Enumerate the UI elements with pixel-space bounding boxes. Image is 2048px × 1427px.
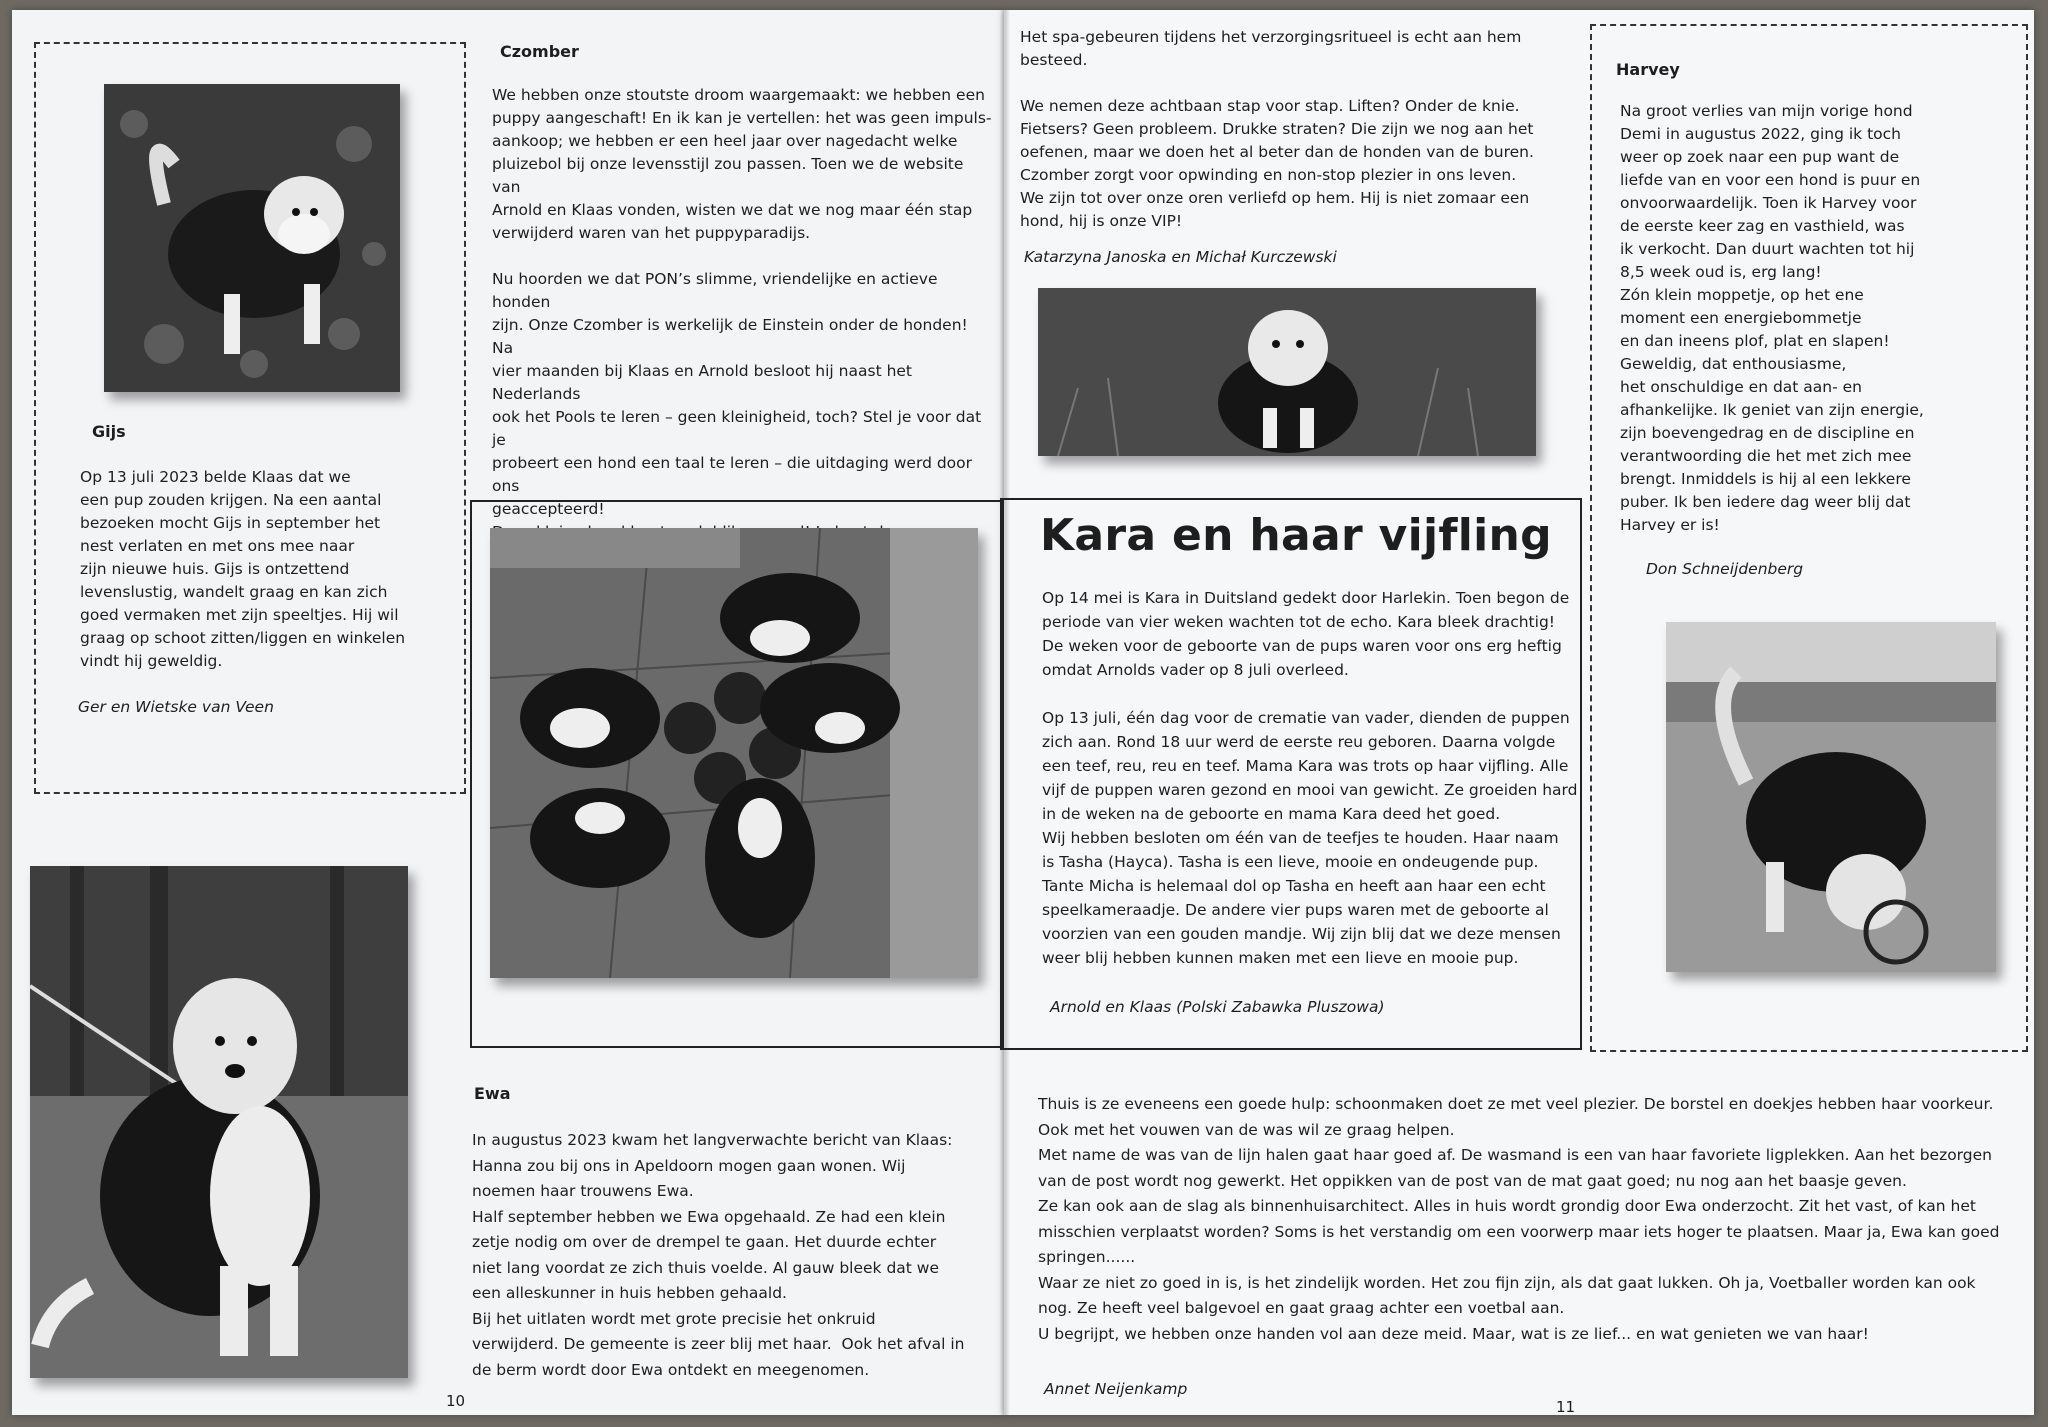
- dog-sitting-on-lawn-image: [30, 866, 408, 1378]
- czomber-continued-text: Het spa-gebeuren tijdens het verzorgingsritueel is echt aan hem besteed. We nemen deze achtbaan stap voor stap. Liften? Onder de knie. Fietsers? Geen probleem. Drukke straten? Die zijn we nog aan het oefenen, maar we doen het al beter dan de honden van de buren. Czomber zorgt voor opwinding en non-stop plezier in ons leven. We zijn tot over onze oren verliefd op hem. Hij is niet zomaar een hond, hij is onze VIP!: [1020, 28, 1534, 230]
- ewa-title: Ewa: [474, 1084, 511, 1103]
- kara-text: Op 14 mei is Kara in Duitsland gedekt door Harlekin. Toen begon de periode van vier weken wachten tot de echo. Kara bleek drachtig! De weken voor de geboorte van de pups waren voor ons erg heftig omdat Arnolds vader op 8 juli overleed. Op 13 juli, één dag voor de crematie van vader, dienden de puppen zich aan. Rond 18 uur werd de eerste reu geboren. Daarna volgde een teef, reu, reu en teef. Mama Kara was trots op haar vijfling. Alle vijf de puppen waren gezond en mooi van gewicht. Ze groeiden hard in de weken na de geboorte en mama Kara deed het goed. Wij hebben besloten om één van de teefjes te houden. Haar naam is Tasha (Hayca). Tasha is een lieve, mooie en ondeugende pup. Tante Micha is helemaal dol op Tasha en heeft aan haar een echt speelkameraadje. De andere vier pups waren met de geboorte al voorzien van een gouden mandje. Wij zijn blij dat we deze mensen weer blij hebben kunnen maken met een lieve en mooie pup.: [1042, 589, 1578, 967]
- page-number-left: 10: [446, 1392, 466, 1410]
- gijs-photo: [104, 84, 400, 392]
- ewa-photo: [30, 866, 408, 1378]
- czomber-signature: Katarzyna Janoska en Michał Kurczewski: [1024, 248, 1337, 266]
- gijs-signature: Ger en Wietske van Veen: [78, 698, 274, 716]
- dog-on-beach-image: [1666, 622, 1996, 972]
- kara-title: Kara en haar vijfling: [1040, 510, 1552, 561]
- page-number-right: 11: [1556, 1398, 1576, 1416]
- czomber-photo: [1038, 288, 1536, 456]
- puppies-photo: [490, 528, 978, 978]
- harvey-title: Harvey: [1616, 60, 1680, 79]
- five-puppies-eating-image: [490, 528, 978, 978]
- gijs-title: Gijs: [92, 422, 126, 441]
- harvey-photo: [1666, 622, 1996, 972]
- kara-signature: Arnold en Klaas (Polski Zabawka Pluszowa): [1050, 998, 1385, 1016]
- harvey-text: Na groot verlies van mijn vorige hond Demi in augustus 2022, ging ik toch weer op zoek naar een pup want de liefde van en voor een hond is puur en onvoorwaardelijk. Toen ik Harvey voor de eerste keer zag en vasthield, was ik verkocht. Dan duurt wachten tot hij 8,5 week oud is, erg lang! Zón klein moppetje, op het ene moment een energiebommetje en dan ineens plof, plat en slapen! Geweldig, dat enthousiasme, het onschuldige en dat aan- en afhankelijke. Ik geniet van zijn energie, zijn boevengedrag en de discipline en verantwoording die het met zich mee brengt. Inmiddels is hij al een lekkere puber. Ik ben iedere dag weer blij dat Harvey er is!: [1620, 102, 1924, 534]
- ewa-signature: Annet Neijenkamp: [1044, 1380, 1188, 1398]
- ewa-text: In augustus 2023 kwam het langverwachte bericht van Klaas: Hanna zou bij ons in Apeldoorn mogen gaan wonen. Wij noemen haar trouwens Ewa. Half september hebben we Ewa opgehaald. Ze had een klein zetje nodig om over de drempel te gaan. Het duurde echter niet lang voordat ze zich thuis voelde. Al gauw bleek dat we een alleskunner in huis hebben gehaald. Bij het uitlaten wordt met grote precisie het onkruid verwijderd. De gemeente is zeer blij met haar. Ook het afval in de berm wordt door Ewa ontdekt en meegenomen.: [472, 1131, 965, 1379]
- harvey-signature: Don Schneijdenberg: [1646, 560, 1804, 578]
- puppy-in-grass-image: [1038, 288, 1536, 456]
- gijs-text: Op 13 juli 2023 belde Klaas dat we een pup zouden krijgen. Na een aantal bezoeken mocht Gijs in september het nest verlaten en met ons mee naar zijn nieuwe huis. Gijs is ontzettend levenslustig, wandelt graag en kan zich goed vermaken met zijn speeltjes. Hij wil graag op schoot zitten/liggen en winkelen vindt hij geweldig.: [80, 468, 406, 670]
- czomber-title: Czomber: [500, 42, 579, 61]
- czomber-text: We hebben onze stoutste droom waargemaakt: we hebben een puppy aangeschaft! En ik kan je vertellen: het was geen impuls- aankoop; we hebben er een heel jaar over nagedacht welke pluizebol bij onze levensstijl zou passen. Toen we de website van Arnold en Klaas vonden, wisten we dat we nog maar één stap verwijderd waren van het puppyparadijs. Nu hoorden we dat PON’s slimme, vriendelijke en actieve honden zijn. Onze Czomber is werkelijk de Einstein onder de honden! Na vier maanden bij Klaas en Arnold besloot hij naast het Nederlands ook het Pools te leren – geen kleinigheid, toch? Stel je voor dat je probeert een hond een taal te leren – die uitdaging werd door ons geaccepteerd!: [492, 86, 992, 518]
- dog-in-leaves-image: [104, 84, 400, 392]
- ewa-continued-text: Thuis is ze eveneens een goede hulp: schoonmaken doet ze met veel plezier. De borstel en doekjes hebben haar voorkeur. Ook met het vouwen van de was wil ze graag helpen. Met name de was van de lijn halen gaat haar goed af. De wasmand is een van haar favoriete ligplekken. Aan het bezorgen van de post wordt nog gewerkt. Het oppikken van de post van de mat gaat goed; nu nog aan het baasje geven. Ze kan ook aan de slag als binnenhuisarchitect. Alles in huis wordt grondig door Ewa onderzocht. Zit het vast, of kan het misschien verplaatst worden? Soms is het verstandig om een voorwerp maar iets hoger te plaatsen. Maar ja, Ewa kan goed springen...... Waar ze niet zo goed in is, is het zindelijk worden. Het zou fijn zijn, als dat gaat lukken. Oh ja, Voetballer worden kan ook nog. Ze heeft veel balgevoel en gaat graag achter een voetbal aan. U begrijpt, we hebben onze handen vol aan deze meid. Maar, wat is ze lief... en wat genieten we van haar!: [1038, 1095, 2000, 1343]
